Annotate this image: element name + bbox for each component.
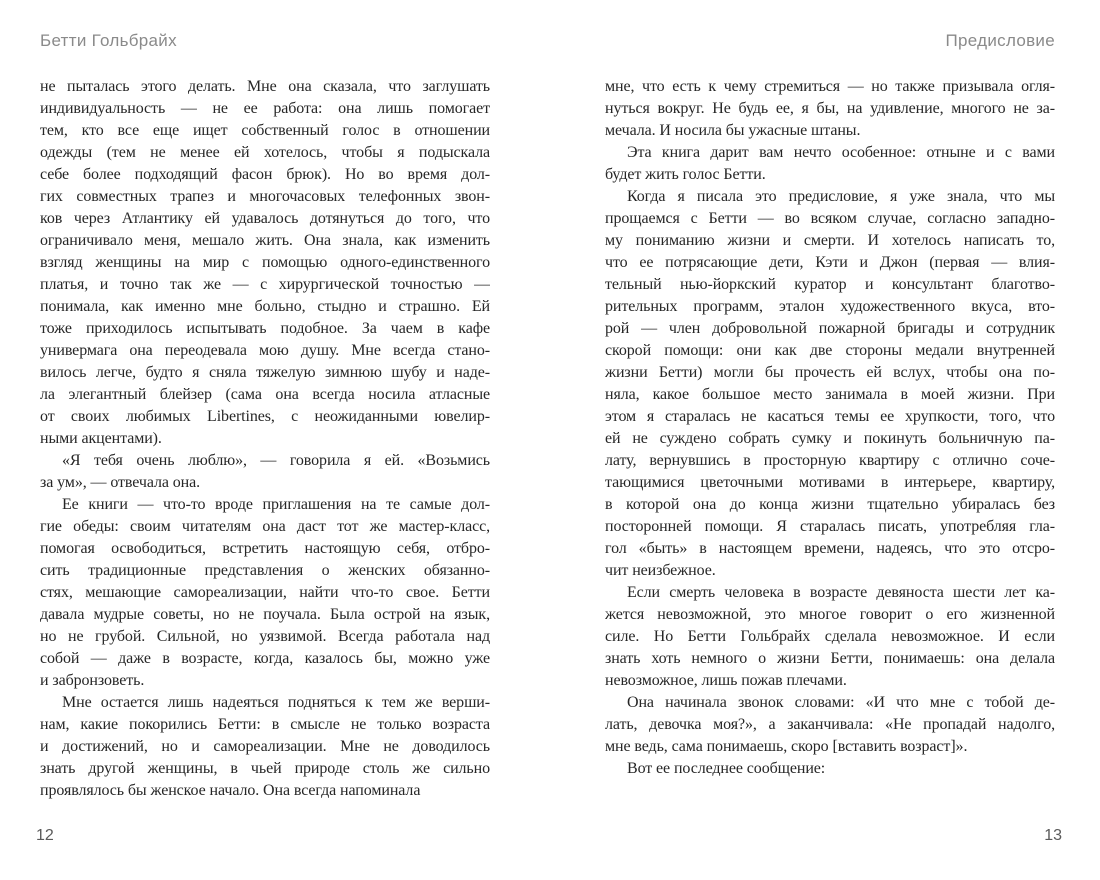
text-line: Когда я писала это предисловие, я уже знала, что мы: [627, 188, 1055, 205]
text-line: ей не суждено собрать сумку и покинуть больничную па-: [605, 430, 1055, 447]
text-line: одежды (тем не менее ей хотелось, чтобы я подыскала: [40, 144, 490, 161]
text-line: нуться вокруг. Не будь ее, я бы, на удивление, многого не за-: [605, 100, 1055, 117]
text-line: гол «быть» в настоящем времени, надеясь, что это отсро-: [605, 540, 1055, 557]
text-line: невозможное, лишь пожав плечами.: [605, 672, 847, 689]
text-line: Эта книга дарит вам нечто особенное: отныне и с вами: [627, 144, 1055, 161]
right-page-body: [605, 76, 1055, 780]
text-line: проявлялось бы женское начало. Она всегда напоминала: [40, 782, 421, 799]
text-line: но не грубой. Сильной, но уязвимой. Всегда работала над: [40, 628, 490, 645]
running-header-right: Предисловие: [945, 31, 1055, 50]
text-line: рительных программ, эталон художественного вкуса, вто-: [605, 298, 1055, 315]
paragraph: [605, 758, 1055, 780]
page-number-right: 13: [1044, 827, 1062, 844]
running-header-left: Бетти Гольбрайх: [40, 31, 177, 50]
text-line: этом я старалась не касаться темы ее хрупкости, того, что: [605, 408, 1055, 425]
text-line: Вот ее последнее сообщение:: [627, 760, 826, 777]
text-line: вилось легче, будто я сняла тяжелую зимнюю шубу и наде-: [40, 364, 490, 381]
text-line: гие обеды: своим читателям она даст тот же мастер-класс,: [40, 518, 490, 535]
text-line: Она начинала звонок словами: «И что мне с тобой де-: [627, 694, 1055, 711]
paragraph: [40, 692, 490, 802]
text-line: чит неизбежное.: [605, 562, 716, 579]
right-page: [605, 30, 1055, 780]
text-line: сить традиционные представления о женских обязанно-: [40, 562, 490, 579]
text-line: му пониманию жизни и смерти. И хотелось написать то,: [605, 232, 1055, 249]
text-line: что ее потрясающие дети, Кэти и Джон (первая — влия-: [605, 254, 1055, 271]
paragraph: [40, 494, 490, 692]
text-line: давала мудрые советы, но не поучала. Была острой на язык,: [40, 606, 490, 623]
text-line: скорой помощи: они как две стороны медали внутренней: [605, 342, 1055, 359]
text-line: Если смерть человека в возрасте девяноста шести лет ка-: [627, 584, 1055, 601]
text-line: жизни Бетти) могли бы прочесть ей вслух, чтобы она по-: [605, 364, 1055, 381]
text-line: лать, девочка моя?», а заканчивала: «Не пропадай надолго,: [605, 716, 1055, 733]
paragraph: [605, 186, 1055, 582]
text-line: няла, какое большое место занимала в моей жизни. При: [605, 386, 1055, 403]
text-line: тоже приходилось испытывать подобное. За чаем в кафе: [40, 320, 490, 337]
text-line: посторонней помощи. Я старалась писать, употребляя гла-: [605, 518, 1055, 535]
text-line: знать другой женщины, в чьей природе столь же сильно: [40, 760, 490, 777]
text-line: взгляд женщины на мир с помощью одного-единственного: [40, 254, 490, 271]
paragraph: [40, 450, 490, 494]
text-line: не пыталась этого делать. Мне она сказала, что заглушать: [40, 78, 490, 95]
paragraph: [605, 76, 1055, 142]
text-line: прощаемся с Бетти — во всяком случае, согласно западно-: [605, 210, 1055, 227]
paragraph: [605, 142, 1055, 186]
text-line: тельный нью-йоркский куратор и консультант благотво-: [605, 276, 1055, 293]
page-number-left: 12: [36, 827, 54, 844]
text-line: ными акцентами).: [40, 430, 162, 447]
text-line: ла элегантный блейзер (сама она всегда носила атласные: [40, 386, 490, 403]
text-line: от своих любимых Libertines, с неожиданными ювелир-: [40, 408, 490, 425]
text-line: себе более подходящий фасон брюк). Но во время дол-: [40, 166, 490, 183]
text-line: мне, что есть к чему стремиться — но также призывала огля-: [605, 78, 1055, 95]
text-line: понимала, как именно мне больно, стыдно и страшно. Ей: [40, 298, 490, 315]
text-line: знать хоть немного о жизни Бетти, понимаешь: она делала: [605, 650, 1055, 667]
text-line: тающимися цветочными мотивами в интерьере, квартиру,: [605, 474, 1055, 491]
text-line: в которой она до конца жизни тщательно убиралась без: [605, 496, 1055, 513]
text-line: мечала. И носила бы ужасные штаны.: [605, 122, 861, 139]
text-line: за ум», — отвечала она.: [40, 474, 201, 491]
text-line: лату, вернувшись в просторную квартиру с отлично соче-: [605, 452, 1055, 469]
text-line: собой — даже в возрасте, когда, казалось бы, можно уже: [40, 650, 490, 667]
text-line: и достижений, но и самореализации. Мне не доводилось: [40, 738, 490, 755]
text-line: индивидуальность — не ее работа: она лишь помогает: [40, 100, 490, 117]
text-line: универмага она переодевала мою душу. Мне всегда стано-: [40, 342, 490, 359]
text-line: стях, мешающие самореализации, найти что-то свое. Бетти: [40, 584, 490, 601]
text-line: Ее книги — что-то вроде приглашения на те самые дол-: [62, 496, 490, 513]
text-line: ограничивало меня, мешало жить. Она знала, как изменить: [40, 232, 490, 249]
text-line: нам, какие покорились Бетти: в смысле не только возраста: [40, 716, 490, 733]
paragraph: [40, 76, 490, 450]
text-line: и забронзоветь.: [40, 672, 145, 689]
text-line: будет жить голос Бетти.: [605, 166, 766, 183]
text-line: Мне остается лишь надеяться подняться к тем же верши-: [62, 694, 490, 711]
text-line: жется невозможной, это многое говорит о его жизненной: [605, 606, 1055, 623]
text-line: рой — член добровольной пожарной бригады и сотрудник: [605, 320, 1055, 337]
paragraph: [605, 692, 1055, 758]
text-line: силе. Но Бетти Гольбрайх сделала невозможное. И если: [605, 628, 1055, 645]
text-line: помогая освободиться, встретить настоящую себя, отбро-: [40, 540, 490, 557]
text-line: платья, и точно так же — с хирургической точностью —: [40, 276, 490, 293]
text-line: ков через Атлантику ей удавалось дотянуться до того, что: [40, 210, 490, 227]
left-page-body: [40, 76, 490, 802]
text-line: тем, кто все еще ищет собственный голос в отношении: [40, 122, 490, 139]
paragraph: [605, 582, 1055, 692]
left-page: [40, 30, 490, 802]
text-line: гих совместных трапез и многочасовых телефонных звон-: [40, 188, 490, 205]
text-line: «Я тебя очень люблю», — говорила я ей. «Возьмись: [62, 452, 490, 469]
text-line: мне ведь, сама понимаешь, скоро [вставить возраст]».: [605, 738, 968, 755]
